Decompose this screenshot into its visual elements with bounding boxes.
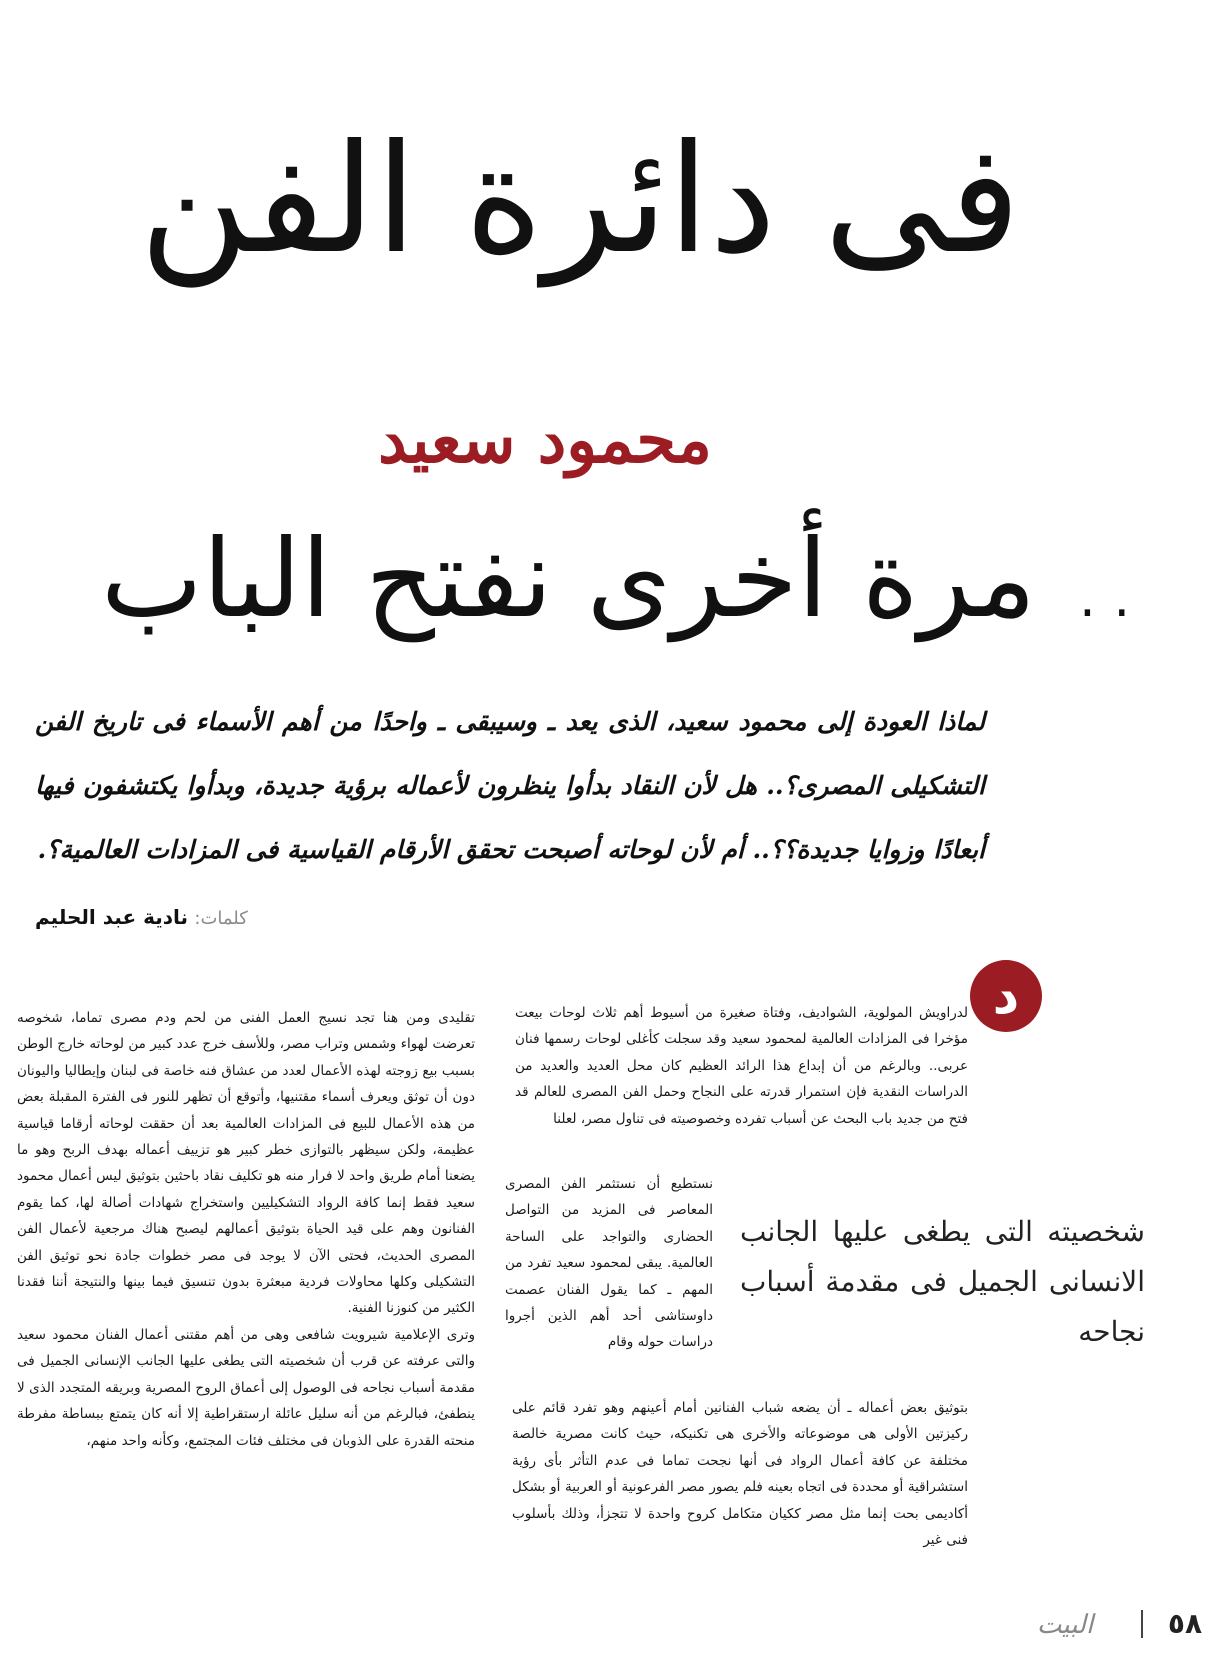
magazine-logo: البيت xyxy=(1036,1610,1094,1640)
byline-author: نادية عبد الحليم xyxy=(35,905,189,929)
drop-cap: د xyxy=(970,960,1042,1032)
byline-label: كلمات: xyxy=(194,908,248,929)
pull-quote: شخصيته التى يطغى عليها الجانب الانسانى الجميل فى مقدمة أسباب نجاحه xyxy=(740,1215,1145,1348)
body-paragraph: تقليدى ومن هنا تجد نسيج العمل الفنى من لحم ودم مصرى تماما، شخوصه تعرضت لهواء وشمس وتراب مصر، وللأسف خرج عدد كبير من لوحاته خارج الوطن بسبب بيع زوجته لهذه الأعمال لعدد من عشاق فنه خاصة فى لبنان وإيطاليا واليونان دون أن توثق ويعرف أسماء مقتنيها، وأتوقع أن تظهر للنور فى الفترة المقبلة بعض من هذه الأعمال للبيع فى المزادات العالمية بعد أن حققت لوحاته أرقاما قياسية عظيمة، ولكن سيظهر بالتوازى خطر كبير هو تزييف أعماله بهدف الربح وهو ما يضعنا أمام طريق واحد لا فرار منه هو تكليف نقاد باحثين بتوثيق ليس أعمال محمود سعيد فقط إنما كافة الرواد التشكيليين واستخراج شهادات أصالة لها، كما يقوم الفنانون وهم على قيد الحياة بتوثيق أعمالهم ليصبح هناك مرجعية لأعمال الفن المصرى الحديث، فحتى الآن لا يوجد فى مصر خطوات جادة نحو توثيق الفن التشكيلى وكلها محاولات فردية مبعثرة بدون تنسيق فيما بينها والنتيجة أننا فقدنا الكثير من كنوزنا الفنية. xyxy=(17,1010,475,1317)
body-column-right-top: لدراويش المولوية، الشواديف، وفتاة صغيرة من أسيوط أهم ثلاث لوحات بيعت مؤخرا فى المزادات العالمية لمحمود سعيد وقد سجلت كأغلى لوحات رسمها فنان عربى.. وبالرغم من أن إبداع هذا الرائد العظيم كان محل العديد والعديد من الدراسات النقدية فإن استمرار قدرته على النجاح وحمل الفن المصرى للعالم قد فتح من جديد باب البحث عن أسباب تفرده وخصوصيته فى تناول مصر، لعلنا xyxy=(515,1005,968,1127)
page-number: ٥٨ xyxy=(1167,1607,1203,1640)
body-column-right-bottom: بتوثيق بعض أعماله ـ أن يضعه شباب الفنانين أمام أعينهم وهو تفرد قائم على ركيزتين الأولى هى موضوعاته والأخرى هى تكنيكه، حيث كانت مصرية خالصة مختلفة عن كافة أعمال الرواد فى أنها نجحت تماما فى عدم التأثر بأى رؤية استشراقية أو محددة فى اتجاه بعينه فلم يصور مصر الفرعونية أو العربية أو بشكل أكاديمى بحت إنما مثل مصر ككيان متكامل كروح واحدة لا تتجزأ، وذلك بأسلوب فنى غير xyxy=(512,1400,968,1549)
section-title: فى دائرة الفن xyxy=(139,113,1021,287)
intro-paragraph: لماذا العودة إلى محمود سعيد، الذى يعد ـ وسيبقى ـ واحدًا من أهم الأسماء فى تاريخ الفن التشكيلى المصرى؟.. هل لأن النقاد بدأوا ينظرون لأعماله برؤية جديدة، وبدأوا يكتشفون فيها أبعادًا وزوايا جديدة؟؟.. أم لأن لوحاته أصبحت تحقق الأرقام القياسية فى المزادات العالمية؟. xyxy=(35,707,985,864)
byline xyxy=(35,905,335,939)
body-column-left xyxy=(17,1005,475,1454)
body-paragraph: وترى الإعلامية شيرويت شافعى وهى من أهم مقتنى أعمال الفنان محمود سعيد والتى عرفته عن قرب أن شخصيته التى يطغى عليها الجانب الإنسانى الجميل فى مقدمة أسباب نجاحه فى الوصول إلى أعماق الروح المصرية وبريقه المتجدد الذى لا ينطفئ، فبالرغم من أنه سليل عائلة ارستقراطية إلا أنه كان يتمتع ببساطة مفرطة منحته القدرة على الذوبان فى مختلف فئات المجتمع، وكأنه واحد منهم، xyxy=(17,1326,475,1449)
body-column-right-narrow: نستطيع أن نستثمر الفن المصرى المعاصر فى المزيد من التواصل الحضارى والتواجد على الساحة العالمية. يبقى لمحمود سعيد تفرد من المهم ـ كما يقول الفنان عصمت داوستاشى أحد أهم الذين أجروا دراسات حوله وقام xyxy=(505,1176,713,1351)
footer-divider xyxy=(1141,1610,1143,1638)
artist-name: محمود سعيد xyxy=(378,402,712,478)
headline: .. مرة أخرى نفتح الباب xyxy=(101,517,1139,642)
